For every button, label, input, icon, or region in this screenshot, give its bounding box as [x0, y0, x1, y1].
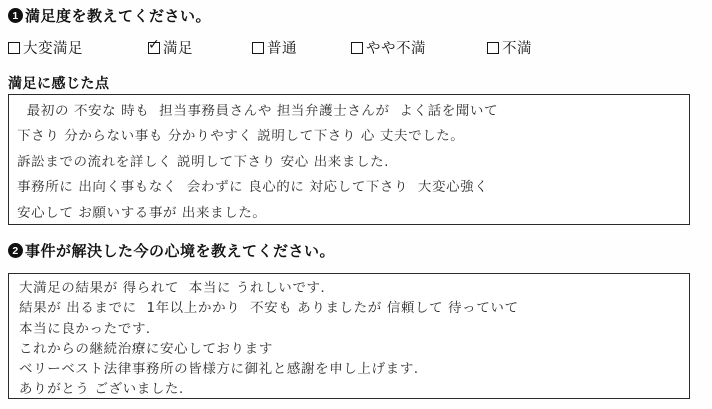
checkbox-unchecked-icon[interactable]: [351, 42, 363, 54]
question2-title-text: 事件が解決した今の心境を教えてください。: [25, 243, 336, 260]
handwritten-line: 訴訟までの流れを詳しく 説明して下さり 安心 出来ました.: [16, 153, 390, 170]
handwritten-line: これからの継続治療に安心しております: [18, 340, 274, 357]
checkbox-unchecked-icon[interactable]: [487, 42, 499, 54]
option-yaya-fuman[interactable]: [351, 37, 426, 58]
satisfaction-options-row: [0, 37, 712, 55]
circled-1-icon: 1: [8, 8, 23, 23]
option-label: 不満: [502, 41, 532, 57]
checkbox-unchecked-icon[interactable]: [8, 42, 20, 54]
handwritten-line: 安心して お願いする事が 出来ました。: [16, 204, 267, 221]
question1-title-text: 満足度を教えてください。: [25, 8, 212, 25]
question1-answer-box: [8, 94, 690, 225]
option-manzoku[interactable]: [148, 37, 193, 58]
circled-2-icon: 2: [8, 243, 23, 258]
option-label: 普通: [267, 41, 297, 57]
option-daihen-manzoku[interactable]: [8, 37, 83, 58]
satisfied-points-label: 満足に感じた点: [8, 75, 110, 91]
option-label: 大変満足: [23, 41, 83, 57]
check-mark: ✓: [148, 36, 161, 53]
handwritten-line: 大満足の結果が 得られて 本当に うれしいです.: [18, 280, 326, 296]
checkbox-checked-icon[interactable]: [148, 36, 161, 54]
handwritten-line: 最初の 不安な 時も 担当事務員さんや 担当弁護士さんが よく話を聞いて: [16, 103, 499, 119]
option-label: やや不満: [366, 41, 426, 57]
option-fuman[interactable]: [487, 37, 532, 58]
checkbox-unchecked-icon[interactable]: [252, 42, 264, 54]
handwritten-line: 事務所に 出向く事もなく 会わずに 良心的に 対応して下さり 大変心強く: [16, 179, 489, 196]
handwritten-line: 結果が 出るまでに 1年以上かかり 不安も ありましたが 信頼して 待っていて: [18, 300, 519, 317]
handwritten-line: 本当に良かったです.: [18, 320, 152, 337]
handwritten-line: ありがとう ございました.: [18, 381, 185, 398]
option-futsuu[interactable]: [252, 37, 297, 58]
question1-title: [8, 5, 211, 26]
question2-answer-box: [8, 273, 690, 399]
option-label: 満足: [163, 41, 193, 57]
handwritten-line: ベリーベスト法律事務所の皆様方に御礼と感謝を申し上げます.: [18, 361, 419, 378]
handwritten-line: 下さり 分からない事も 分かりやすく 説明して下さり 心 丈夫でした。: [16, 128, 465, 145]
question2-title: [8, 240, 335, 261]
